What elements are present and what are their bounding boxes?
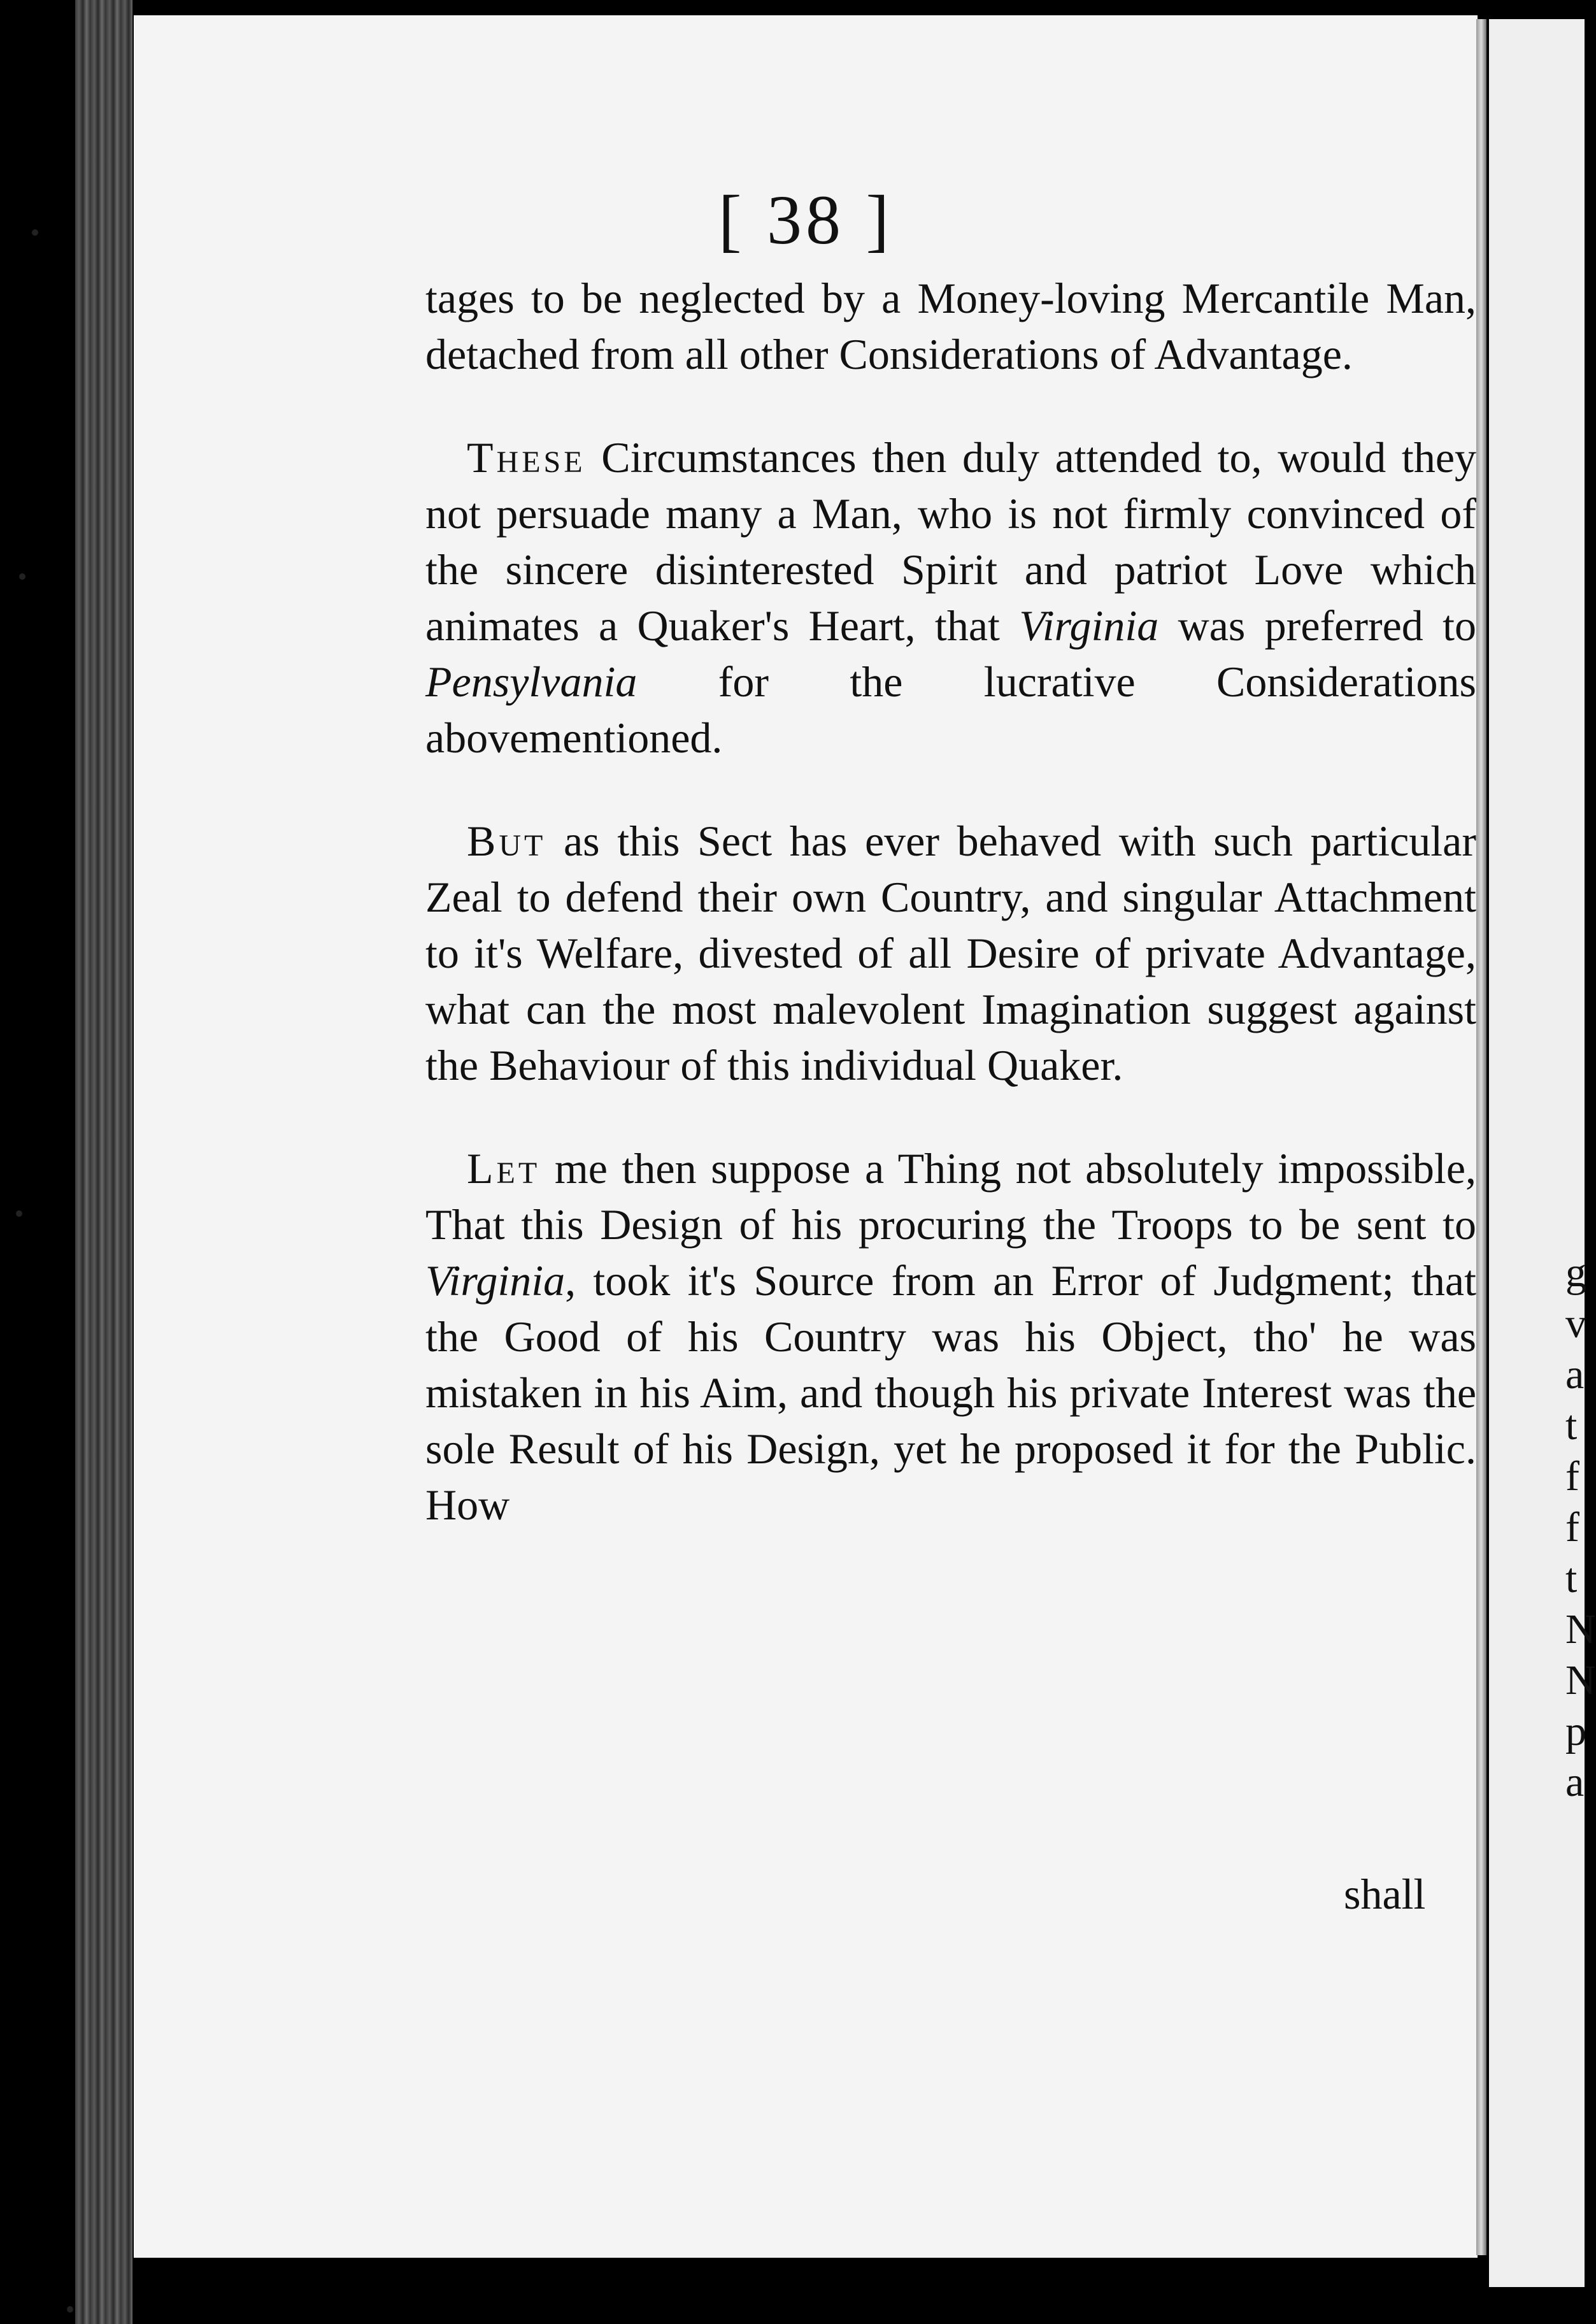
facing-page-letter: N — [1565, 1657, 1596, 1704]
paragraph-text: tages to be neglected by a Money-loving Mercantile Man, detached from all other Considerations of Advantage. — [425, 274, 1476, 378]
facing-page-letter: v — [1565, 1300, 1586, 1347]
scan-speck — [67, 2306, 73, 2313]
book-binding — [75, 0, 132, 2324]
paragraph-lead-word: These — [467, 433, 586, 482]
paragraph-text: me then suppose a Thing not absolutely impossible, That this Design of his procuring the Troops to be sent to — [425, 1144, 1476, 1249]
paragraph-text: , took it's Source from an Error of Judgment; that the Good of his Country was his Object, tho' he was mistaken in his Aim, and though his private Interest was the sole Result of his Design, yet he proposed it for the Public. How — [425, 1256, 1476, 1529]
facing-page-letter: a — [1565, 1759, 1585, 1805]
paragraph-lead-word: Let — [467, 1144, 541, 1193]
facing-page-letter: a — [1565, 1351, 1585, 1398]
facing-page-letter: p — [1565, 1708, 1586, 1754]
paragraph-lead-word: But — [467, 817, 546, 865]
facing-page-letter: f — [1565, 1453, 1579, 1500]
scan-speck — [32, 229, 38, 236]
page-edge-shadow — [1476, 19, 1486, 2255]
facing-page-letter: g — [1565, 1249, 1586, 1296]
scan-speck — [16, 1210, 22, 1217]
catchword: shall — [1344, 1870, 1426, 1918]
paragraph-text: was preferred to — [1158, 601, 1476, 650]
paragraph-text: Circumstances then duly attended to, would they not persuade many a Man, who is not firmly convinced of the sincere disinterested Spirit and patriot Love which animates a Quaker's Heart, that — [425, 433, 1476, 650]
page-body — [425, 270, 1476, 1580]
paragraph-2 — [425, 429, 1476, 766]
facing-page-letter: t — [1565, 1555, 1578, 1602]
paragraph-1 — [425, 270, 1476, 382]
facing-page-letter: f — [1565, 1504, 1579, 1551]
facing-page-letter: t — [1565, 1402, 1578, 1449]
paragraph-4 — [425, 1140, 1476, 1533]
book-page — [134, 15, 1478, 2258]
italic-place-name: Pensylvania — [425, 657, 638, 706]
page-number: [ 38 ] — [718, 181, 894, 259]
paragraph-text: for the lucrative Considerations abovementioned. — [425, 657, 1476, 762]
paragraph-3 — [425, 813, 1476, 1093]
paragraph-text: as this Sect has ever behaved with such particular Zeal to defend their own Country, and singular Attachment to it's Welfare, divested of all Desire of private Advantage, what can the most malevolent Imagination suggest against the Behaviour of this individual Quaker. — [425, 817, 1476, 1089]
facing-page-letter: N — [1565, 1606, 1596, 1653]
scan-speck — [19, 573, 25, 580]
italic-place-name: Virginia — [425, 1256, 566, 1305]
facing-page-fragment — [1489, 19, 1596, 2287]
italic-place-name: Virginia — [1019, 601, 1159, 650]
